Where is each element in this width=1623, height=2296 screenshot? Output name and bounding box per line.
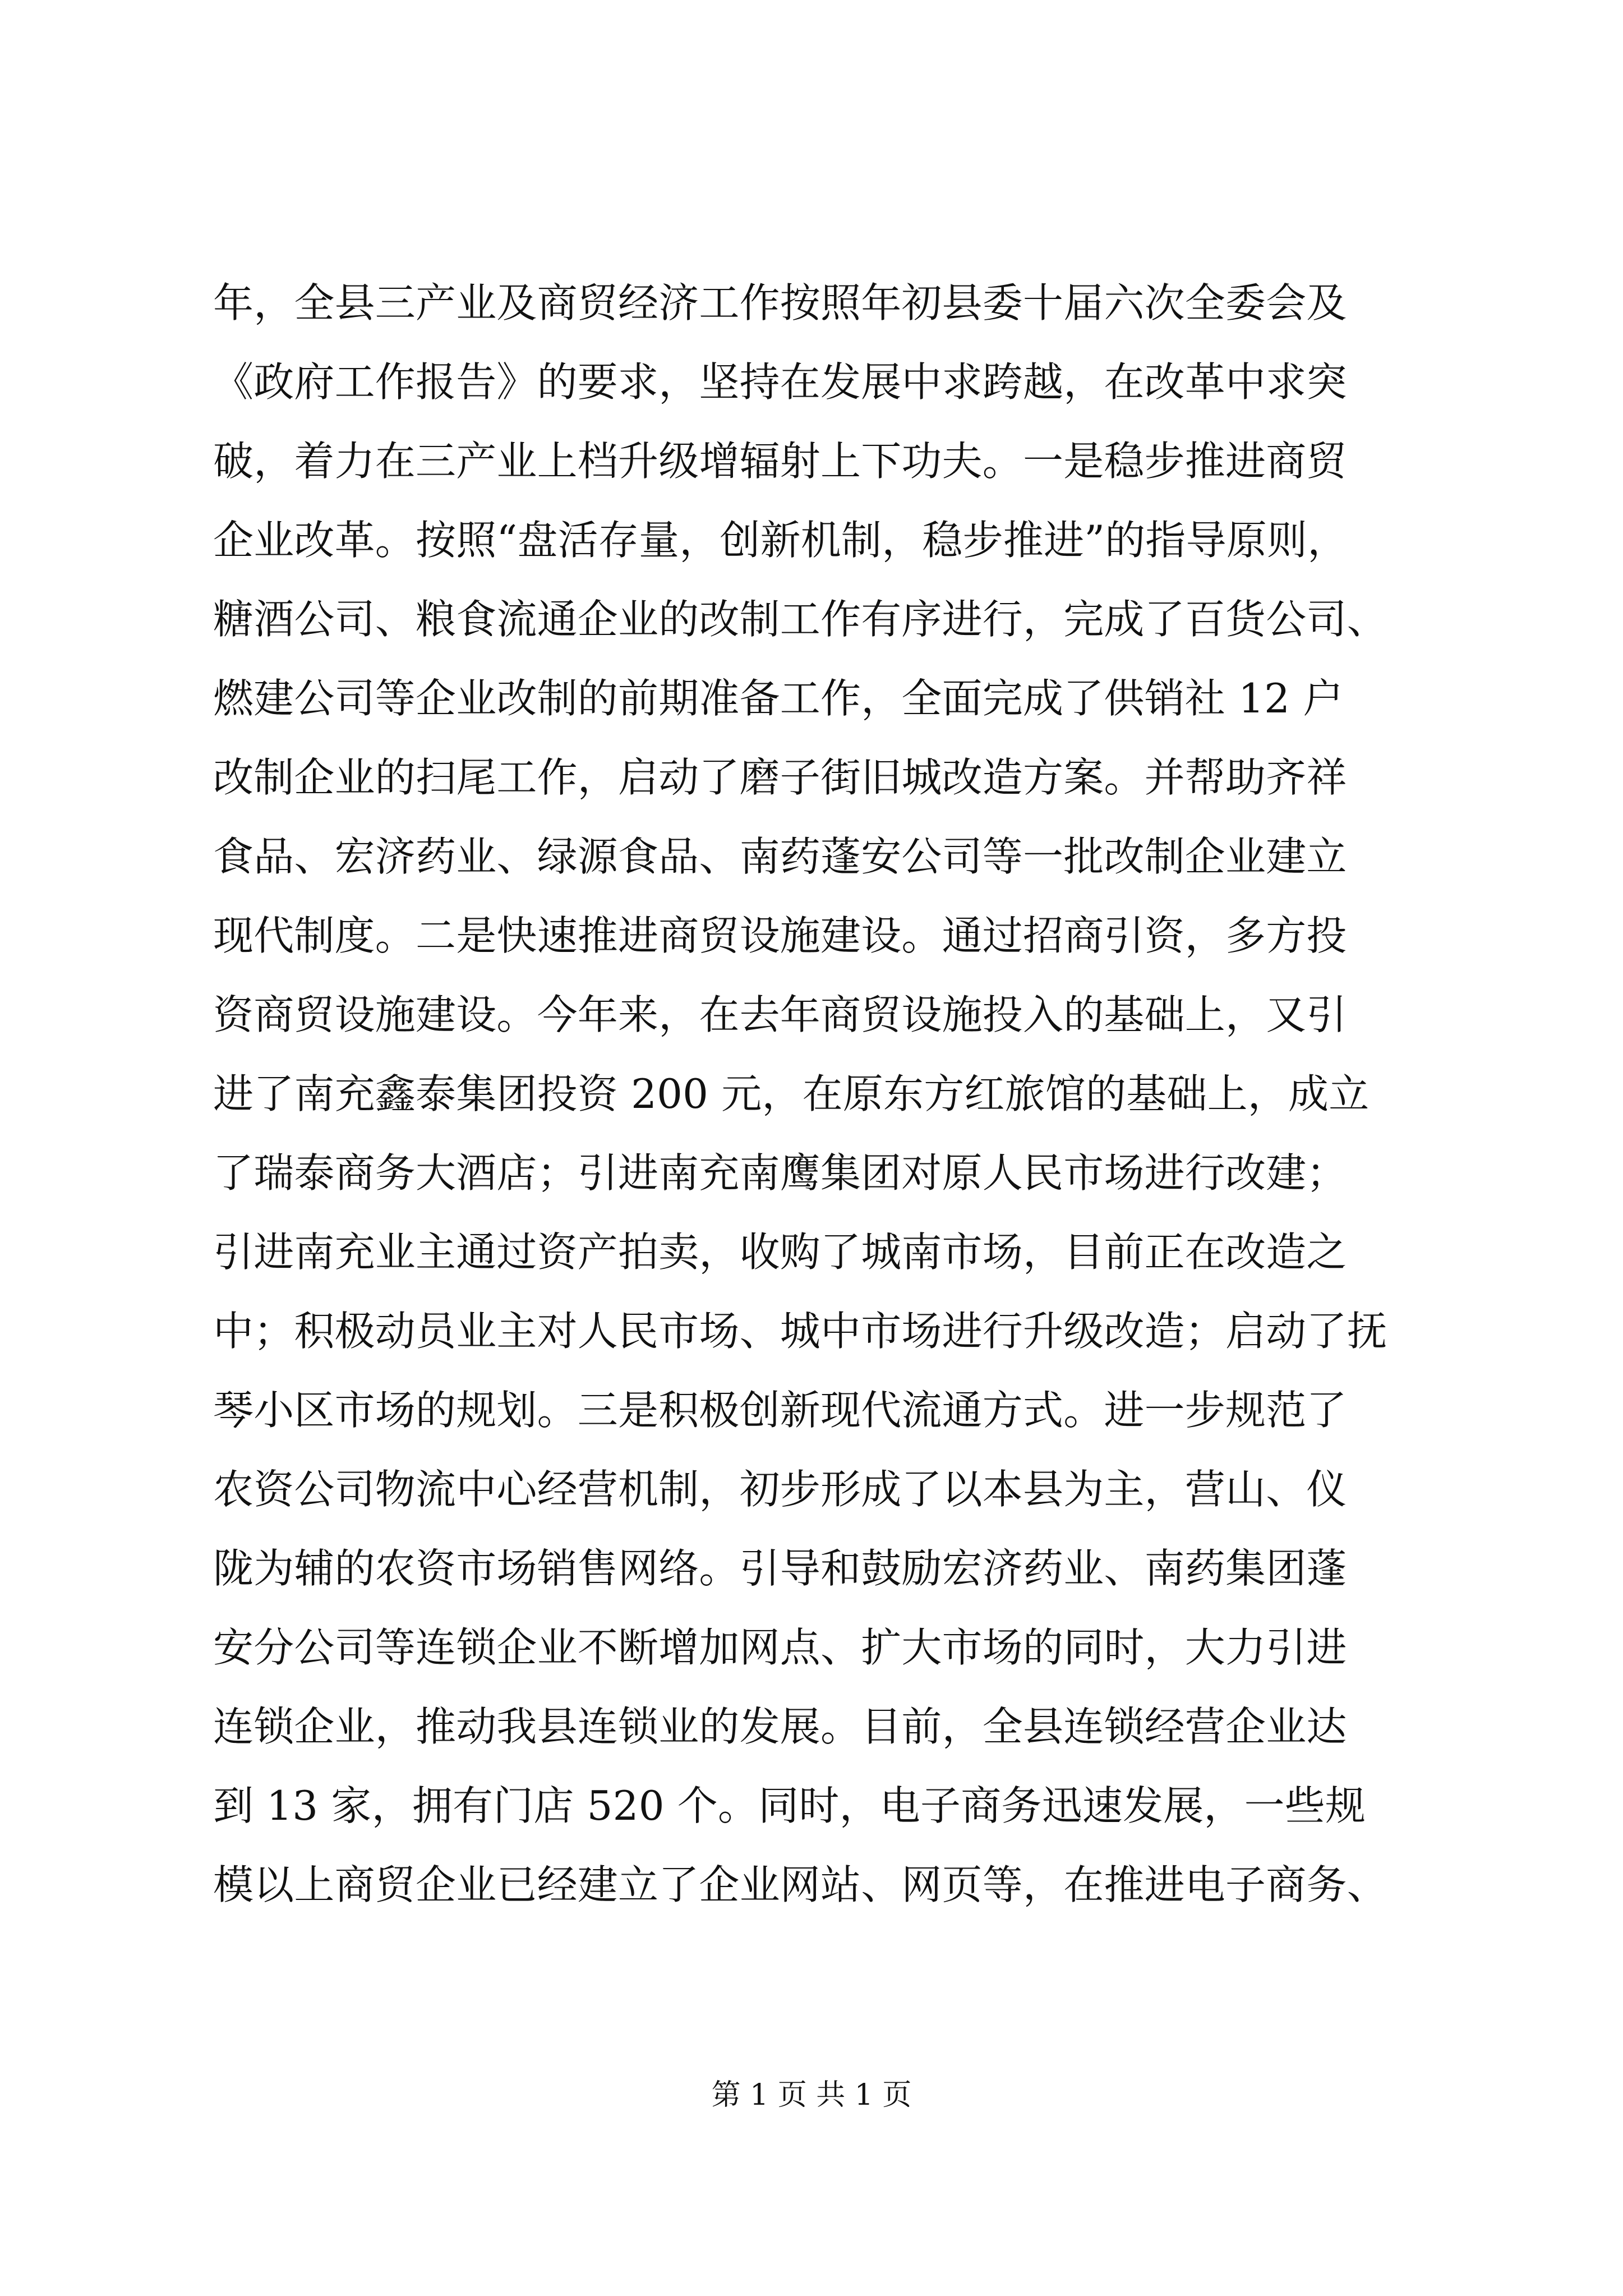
- page-number-label: 第 1 页 共 1 页: [711, 2078, 912, 2112]
- text-line: 模以上商贸企业已经建立了企业网站、网页等，在推进电子商务、: [213, 1861, 1387, 1908]
- text-line: 了瑞泰商务大酒店；引进南充南鹰集团对原人民市场进行改建；: [213, 1149, 1347, 1197]
- text-line: 到 13 家，拥有门店 520 个。同时，电子商务迅速发展，一些规: [213, 1782, 1366, 1829]
- text-line: 引进南充业主通过资产拍卖，收购了城南市场，目前正在改造之: [213, 1228, 1347, 1276]
- text-line: 《政府工作报告》的要求，坚持在发展中求跨越，在改革中求突: [213, 358, 1347, 406]
- body-paragraph: [213, 264, 1447, 1925]
- text-line: 现代制度。二是快速推进商贸设施建设。通过招商引资，多方投: [213, 912, 1347, 959]
- text-line: 陇为辅的农资市场销售网络。引导和鼓励宏济药业、南药集团蓬: [213, 1545, 1347, 1592]
- text-line: 资商贸设施建设。今年来，在去年商贸设施投入的基础上，又引: [213, 991, 1347, 1038]
- text-line: 安分公司等连锁企业不断增加网点、扩大市场的同时，大力引进: [213, 1624, 1347, 1671]
- text-line: 糖酒公司、粮食流通企业的改制工作有序进行，完成了百货公司、: [213, 596, 1387, 643]
- text-line: 琴小区市场的规划。三是积极创新现代流通方式。进一步规范了: [213, 1387, 1347, 1434]
- text-line: 破，着力在三产业上档升级增辐射上下功夫。一是稳步推进商贸: [213, 438, 1347, 485]
- text-line: 食品、宏济药业、绿源食品、南药蓬安公司等一批改制企业建立: [213, 833, 1347, 880]
- text-line: 企业改革。按照“盘活存量，创新机制，稳步推进”的指导原则，: [213, 517, 1348, 564]
- text-line: 燃建公司等企业改制的前期准备工作，全面完成了供销社 12 户: [213, 675, 1344, 722]
- text-line: 改制企业的扫尾工作，启动了磨子街旧城改造方案。并帮助齐祥: [213, 754, 1347, 801]
- page-footer: [0, 2076, 1623, 2115]
- text-line: 连锁企业，推动我县连锁业的发展。目前，全县连锁经营企业达: [213, 1703, 1347, 1750]
- text-line: 进了南充鑫泰集团投资 200 元，在原东方红旅馆的基础上，成立: [213, 1070, 1370, 1117]
- text-line: 中；积极动员业主对人民市场、城中市场进行升级改造；启动了抚: [213, 1308, 1387, 1355]
- text-line: 年，全县三产业及商贸经济工作按照年初县委十届六次全委会及: [213, 279, 1347, 326]
- text-line: 农资公司物流中心经营机制，初步形成了以本县为主，营山、仪: [213, 1466, 1347, 1513]
